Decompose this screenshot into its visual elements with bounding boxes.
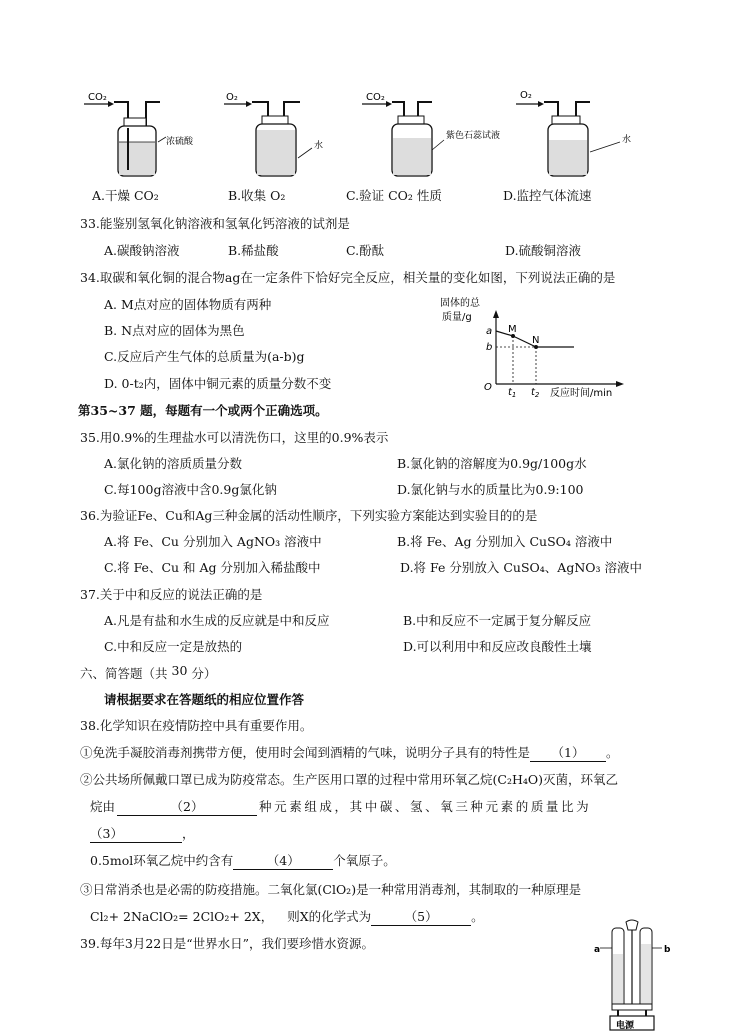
q36-option-d: D.将 Fe 分别放入 CuSO₄、AgNO₃ 溶液中 [400,560,642,575]
q38-p2-line2 [90,797,591,816]
q35-option-c: C.每100g溶液中含0.9g氯化钠 [104,482,277,497]
q33-option-b: B.稀盐酸 [228,243,279,258]
svg-text:t2 [531,387,540,399]
q38-p3-end: 。 [471,909,484,924]
q36-option-c: C.将 Fe、Cu 和 Ag 分别加入稀盐酸中 [104,560,321,575]
q38-blank-1: （1） [530,743,606,762]
q34-ylabel-1: 固体的总 [440,298,480,309]
q38-p3-q: 则X的化学式为 [287,909,372,924]
apparatus-c-liquid [446,129,500,141]
q38-blank-3: （3） [90,824,182,843]
q39-stem: 39.每年3月22日是“世界水日”，我们要珍惜水资源。 [80,936,375,951]
label-a: a [594,945,601,955]
q38-p1-text: ①免洗手凝胶消毒剂携带方便，使用时会闻到酒精的气味，说明分子具有的特性是 [80,745,531,760]
apparatus-a-gas: CO₂ [88,92,107,103]
apparatus-b-gas: O₂ [226,92,238,103]
q33-option-c: C.酚酞 [346,243,385,258]
q34-option-c: C.反应后产生气体的总质量为(a-b)g [104,349,305,364]
q38-p2-line4 [90,851,396,870]
power-label: 电源 [616,1021,635,1031]
q34-m: M [508,324,517,335]
q34-stem: 34.取碳和氧化铜的混合物ag在一定条件下恰好完全反应，相关量的变化如图，下列说法正确的是 [80,270,616,285]
q35-option-a: A.氯化钠的溶质质量分数 [104,456,243,471]
apparatus-d-liquid: 水 [622,135,632,145]
q38-p2-b: 种元素组成，其中碳、氢、氧三种元素的质量比为 [259,799,592,814]
caption-c: C.验证 CO₂ 性质 [346,188,442,203]
q38-p1-end: 。 [606,745,619,760]
q38-blank-4: （4） [233,851,333,870]
q38-blank-5: （5） [371,907,471,926]
apparatus-a [84,92,194,176]
apparatus-d-gas: O₂ [520,90,532,101]
apparatus-d [516,90,631,176]
q33-option-a: A.碳酸钠溶液 [104,243,180,258]
apparatus-b [224,92,323,176]
q34-n: N [532,335,540,346]
electrolysis-apparatus [590,918,680,1032]
section6-instruction: 请根据要求在答题纸的相应位置作答 [104,692,305,707]
q38-p1 [80,743,619,762]
apparatus-c-liquid-text: 紫色石蕊试液 [446,131,501,141]
apparatus-b-liquid: 水 [314,141,324,151]
q38-p2-line4-a: 0.5mol环氧乙烷中约含有 [90,853,234,868]
q34-ylabel-2: 质量/g [442,312,472,323]
q38-p2-a: 烷由 [90,799,116,814]
caption-b: B.收集 O₂ [228,188,286,203]
q38-blank-2: （2） [117,797,257,816]
apparatus-c [362,92,500,176]
apparatus-figure [0,80,744,180]
q37-option-a: A.凡是有盐和水生成的反应就是中和反应 [104,613,330,628]
apparatus-c-gas: CO₂ [366,92,385,103]
q33-stem: 33.能鉴别氢氧化钠溶液和氢氧化钙溶液的试剂是 [80,216,350,231]
q38-stem: 38.化学知识在疫情防控中具有重要作用。 [80,718,313,733]
q34-xlabel: 反应时间/min [550,388,613,399]
q34-t1-sub: 1 [511,391,517,399]
q38-p2-line3 [90,824,195,843]
q37-stem: 37.关于中和反应的说法正确的是 [80,587,263,602]
section6-suffix: 分） [191,666,217,681]
q35-stem: 35.用0.9%的生理盐水可以清洗伤口，这里的0.9%表示 [80,430,389,445]
apparatus-a-liquid: 浓硫酸 [166,137,194,147]
q34-option-b: B. N点对应的固体为黑色 [104,323,245,338]
label-b: b [664,945,671,955]
q38-p2-line3-end: ， [182,826,195,841]
q34-b: b [486,342,493,353]
q34-t2: t [531,387,535,398]
section6-points: 30 [171,663,188,678]
q34-graph [440,292,660,400]
q36-option-a: A.将 Fe、Cu 分别加入 AgNO₃ 溶液中 [104,534,322,549]
q34-a: a [486,326,493,337]
q38-p2-line1: ②公共场所佩戴口罩已成为防疫常态。生产医用口罩的过程中常用环氧乙烷(C₂H₄O)灭菌，环氧乙 [80,772,618,787]
q35-option-b: B.氯化钠的溶解度为0.9g/100g水 [397,456,587,471]
section6-prefix: 六、简答题（共 [80,666,168,681]
q38-p3-line2 [90,907,484,926]
svg-text:t1 [508,387,516,399]
q36-option-b: B.将 Fe、Ag 分别加入 CuSO₄ 溶液中 [397,534,613,549]
caption-a: A.干燥 CO₂ [92,188,159,203]
section-note: 第35~37 题，每题有一个或两个正确选项。 [78,403,328,418]
caption-d: D.监控气体流速 [503,188,592,203]
q37-option-d: D.可以利用中和反应改良酸性土壤 [403,639,592,654]
q38-p2-line4-b: 个氧原子。 [333,853,396,868]
q36-stem: 36.为验证Fe、Cu和Ag三种金属的活动性顺序，下列实验方案能达到实验目的的是 [80,508,538,523]
q35-option-d: D.氯化钠与水的质量比为0.9:100 [397,482,584,497]
q33-option-d: D.硫酸铜溶液 [505,243,582,258]
q34-option-a: A. M点对应的固体物质有两种 [104,297,272,312]
q38-p3-eq: Cl₂+ 2NaClO₂= 2ClO₂+ 2X， [90,909,274,924]
q37-option-c: C.中和反应一定是放热的 [104,639,243,654]
q34-option-d: D. 0-t₂内，固体中铜元素的质量分数不变 [104,376,332,391]
q34-t1: t [508,387,512,398]
q38-p3-line1: ③日常消杀也是必需的防疫措施。二氧化氯(ClO₂)是一种常用消毒剂，其制取的一种原理是 [80,882,582,897]
q34-t2-sub: 2 [534,391,540,399]
q37-option-b: B.中和反应不一定属于复分解反应 [403,613,592,628]
section6-title [80,663,216,682]
q34-origin: O [484,382,492,393]
